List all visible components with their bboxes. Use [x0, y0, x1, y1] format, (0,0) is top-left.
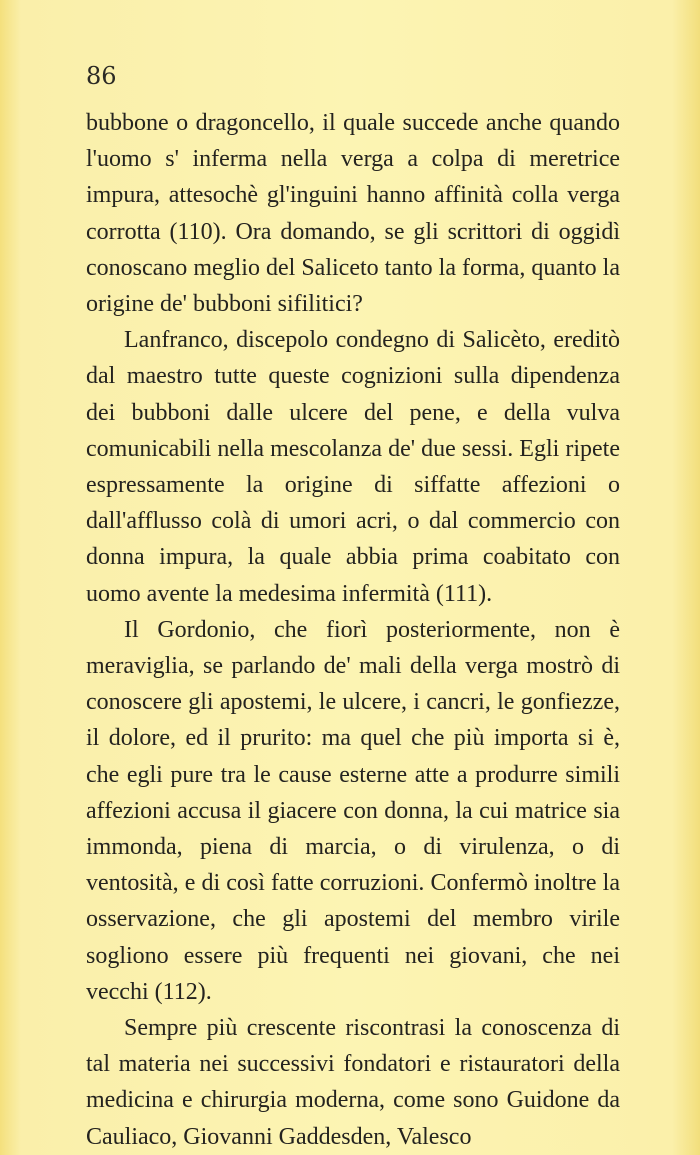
- page-number: 86: [86, 62, 117, 90]
- body-text: [86, 105, 620, 1155]
- paragraph-1: bubbone o dragoncello, il quale succede anche quando l'uomo s' inferma nella verga a colpa di meretrice impura, attesochè gl'inguini hanno affinità colla verga corrotta (110). Ora domando, se gli scrittori di oggidì conoscano meglio del Saliceto tanto la forma, quanto la origine de' bubboni sifilitici?: [86, 110, 620, 318]
- paragraph-4: Sempre più crescente riscontrasi la conoscenza di tal materia nei successivi fondatori e ristauratori della medicina e chirurgia moderna, come sono Guidone da Cauliaco, Giovanni Gaddesden, Valesco: [86, 1015, 620, 1150]
- paragraph-3: Il Gordonio, che fiorì posteriormente, non è meraviglia, se parlando de' mali della verga mostrò di conoscere gli apostemi, le ulcere, i cancri, le gonfiezze, il dolore, ed il prurito: ma quel che più importa si è, che egli pure tra le cause esterne atte a produrre simili affezioni accusa il giacere con donna, la cui matrice sia immonda, piena di marcia, o di virulenza, o di ventosità, e di così fatte corruzioni. Confermò inoltre la osservazione, che gli apostemi del membro virile sogliono essere più frequenti nei giovani, che nei vecchi (112).: [86, 616, 620, 1005]
- paragraph-2: Lanfranco, discepolo condegno di Salicèto, ereditò dal maestro tutte queste cognizioni sulla dipendenza dei bubboni dalle ulcere del pene, e della vulva comunicabili nella mescolanza de' due sessi. Egli ripete espressamente la origine di siffatte affezioni o dall'afflusso colà di umori acri, o dal commercio con donna impura, la quale abbia prima coabitato con uomo avente la medesima infermità (111).: [86, 327, 620, 607]
